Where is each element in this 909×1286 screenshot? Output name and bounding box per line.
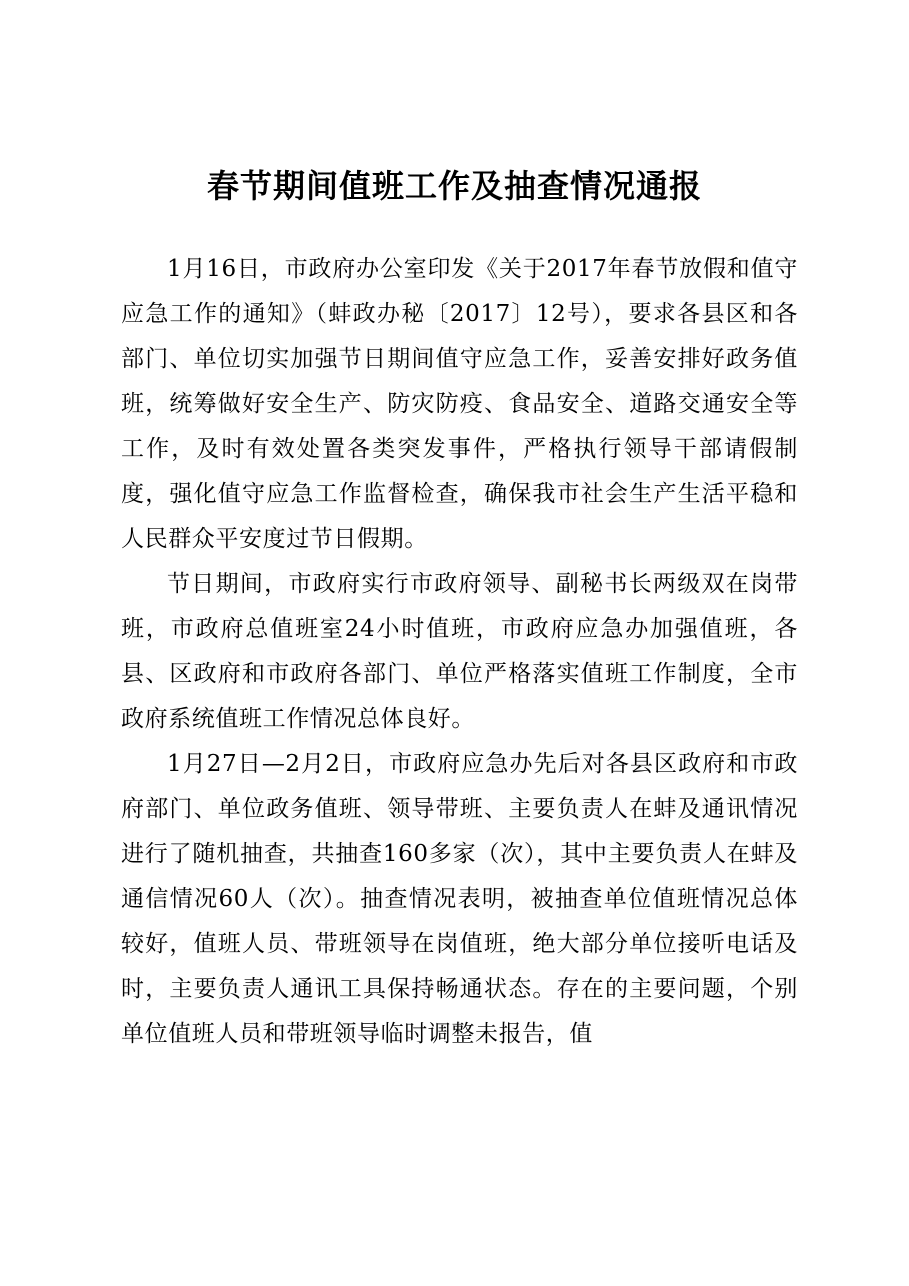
paragraph-holiday-duty: 节日期间，市政府实行市政府领导、副秘书长两级双在岗带班，市政府总值班室24小时值班，市政府应急办加强值班，各县、区政府和市政府各部门、单位严格落实值班工作制度，全市政府系统值班工作情况总体良好。 [121, 571, 798, 732]
document-title: 春节期间值班工作及抽查情况通报 [206, 167, 702, 205]
paragraph-spot-check: 1月27日—2月2日，市政府应急办先后对各县区政府和市政府部门、单位政务值班、领导带班、主要负责人在蚌及通讯情况进行了随机抽查，共抽查160多家（次），其中主要负责人在蚌及通信情况60人（次）。抽查情况表明，被抽查单位值班情况总体较好，值班人员、带班领导在岗值班，绝大部分单位接听电话及时，主要负责人通讯工具保持畅通状态。存在的主要问题，个别单位值班人员和带班领导临时调整未报告，值 [121, 751, 798, 1047]
paragraph-notice: 1月16日，市政府办公室印发《关于2017年春节放假和值守应急工作的通知》（蚌政办秘〔2017〕12号），要求各县区和各部门、单位切实加强节日期间值守应急工作，妥善安排好政务值班，统筹做好安全生产、防灾防疫、食品安全、道路交通安全等工作，及时有效处置各类突发事件，严格执行领导干部请假制度，强化值守应急工作监督检查，确保我市社会生产生活平稳和人民群众平安度过节日假期。 [121, 256, 798, 552]
document-body [121, 247, 798, 1057]
